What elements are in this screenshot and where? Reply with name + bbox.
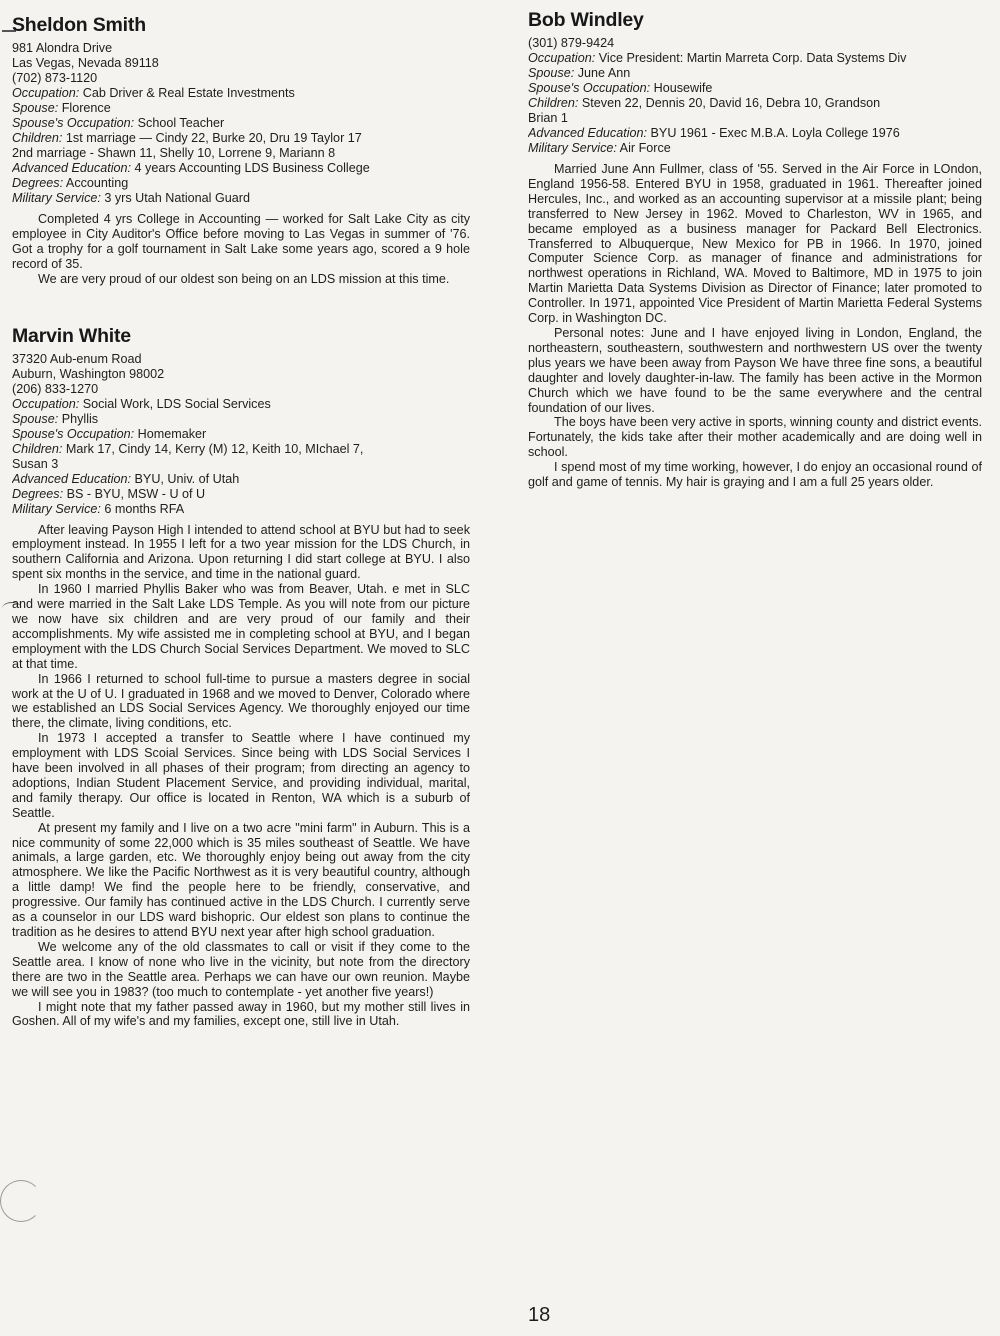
biography-paragraph: Married June Ann Fullmer, class of '55. Served in the Air Force in LOndon, England 1956-58. Entered BYU in 1958, graduated in 1961. Thereafter joined Hercules, Inc., and worked as an accounting supervisor at a missile plant; being transferred to New Jersey in 1962. Moved to Charleston, WV in 1965, and became employed as a business manager for Packard Bell Electronics. Transferred to Albuquerque, New Mexico for PB in 1966. In 1970, joined Computer Science Corp. as manager of finance and administrations for northwest operations in Richland, WA. Moved to Baltimore, MD in 1975 to join Martin Marietta Data Systems Division as Director of Finance; later promoted to Controller. In 1971, appointed Vice President of Martin Marietta Federal Systems Corp. in Washington DC. xyxy=(528,162,982,326)
profile-field xyxy=(12,86,470,101)
field-value: Mark 17, Cindy 14, Kerry (M) 12, Keith 10, MIchael 7, xyxy=(62,441,364,456)
contact-line: (702) 873-1120 xyxy=(12,71,98,85)
left-column xyxy=(12,14,470,1029)
profile-field xyxy=(528,111,982,126)
field-value: Social Work, LDS Social Services xyxy=(79,396,271,411)
field-value: Steven 22, Dennis 20, David 16, Debra 10, Grandson xyxy=(578,96,881,110)
profile-field xyxy=(528,141,982,156)
field-value: Florence xyxy=(58,101,111,115)
biography-paragraph: After leaving Payson High I intended to attend school at BYU but had to seek employment instead. In 1955 I left for a two year mission for the LDS Church, in southern California and Arizona. Upon returning I did start college at BYU. I also spent six months in the service, and time in the national guard. xyxy=(12,522,470,582)
profile-field xyxy=(12,412,470,427)
field-value: BYU, Univ. of Utah xyxy=(131,471,240,486)
biography-paragraph: I might note that my father passed away in 1960, but my mother still lives in Goshen. All of my wife's and my families, except one, still live in Utah. xyxy=(12,999,470,1029)
field-label: Children: xyxy=(12,441,63,456)
biography-paragraph: We welcome any of the old classmates to call or visit if they come to the Seattle area. I know of none who live in the vicinity, but note from the directory there are two in the Seattle area. Perhaps we can have our own reunion. Maybe we will see you in 1983? (too much to contemplate - yet another five years!) xyxy=(12,939,470,999)
field-label: Advanced Education: xyxy=(12,161,132,175)
field-label: Military Service: xyxy=(528,141,617,155)
field-value: Cab Driver & Real Estate Investments xyxy=(79,86,295,100)
field-label: Occupation: xyxy=(12,86,80,100)
biography-paragraph: In 1966 I returned to school full-time to pursue a masters degree in social work at the U of U. I graduated in 1968 and we moved to Denver, Colorado where we established an LDS Social Services Agency. We thoroughly enjoyed our time there, the climate, living conditions, etc. xyxy=(12,671,470,731)
field-value: June Ann xyxy=(574,66,631,80)
field-label: Occupation: xyxy=(528,51,596,65)
person-name: Sheldon Smith xyxy=(12,14,146,36)
profile-field xyxy=(12,116,470,131)
profile-field xyxy=(12,101,470,116)
field-value: Homemaker xyxy=(134,426,207,441)
profile-field xyxy=(12,131,470,146)
profile-field xyxy=(12,176,470,191)
field-label: Spouse: xyxy=(12,101,59,115)
field-label: Spouse's Occupation: xyxy=(12,426,135,441)
profile-field xyxy=(12,487,470,502)
field-label: Degrees: xyxy=(12,176,64,190)
field-value: 4 years Accounting LDS Business College xyxy=(131,161,370,175)
field-label: Spouse's Occupation: xyxy=(528,81,651,95)
field-value: 3 yrs Utah National Guard xyxy=(100,191,250,205)
profile-entry xyxy=(12,14,470,287)
field-value: Susan 3 xyxy=(12,456,59,471)
profile-field xyxy=(528,126,982,141)
field-value: Housewife xyxy=(650,81,713,95)
biography xyxy=(528,162,982,490)
biography xyxy=(12,212,470,287)
field-label: Spouse's Occupation: xyxy=(12,116,135,130)
field-label: Advanced Education: xyxy=(12,471,132,486)
field-label: Degrees: xyxy=(12,486,64,501)
profile-field xyxy=(12,427,470,442)
biography-paragraph: I spend most of my time working, however, I do enjoy an occasional round of golf and game of tennis. My hair is graying and I am a full 25 years older. xyxy=(528,460,982,490)
profile-field xyxy=(12,191,470,206)
page-number: 18 xyxy=(528,1304,551,1326)
profile-field xyxy=(12,146,470,161)
profile-field xyxy=(12,161,470,176)
right-column xyxy=(528,9,982,490)
contact-line: Las Vegas, Nevada 89118 xyxy=(12,56,159,70)
field-value: 1st marriage — Cindy 22, Burke 20, Dru 19 Taylor 17 xyxy=(62,131,362,145)
field-label: Children: xyxy=(528,96,579,110)
profile-entry xyxy=(12,325,470,1030)
field-value: Phyllis xyxy=(58,411,99,426)
contact-line: (206) 833-1270 xyxy=(12,381,99,396)
profile-entry xyxy=(528,9,982,490)
field-label: Spouse: xyxy=(12,411,59,426)
field-label: Spouse: xyxy=(528,66,575,80)
field-value: 6 months RFA xyxy=(100,501,185,516)
field-label: Military Service: xyxy=(12,501,101,516)
field-value: Vice President: Martin Marreta Corp. Data Systems Div xyxy=(595,51,907,65)
field-value: Air Force xyxy=(616,141,671,155)
field-value: BYU 1961 - Exec M.B.A. Loyla College 1976 xyxy=(647,126,900,140)
field-value: 2nd marriage - Shawn 11, Shelly 10, Lorrene 9, Mariann 8 xyxy=(12,146,336,160)
field-label: Occupation: xyxy=(12,396,80,411)
binder-hole-mark xyxy=(0,1180,42,1222)
profile-field xyxy=(12,397,470,412)
field-value: Brian 1 xyxy=(528,111,568,125)
field-label: Advanced Education: xyxy=(528,126,648,140)
biography-paragraph: At present my family and I live on a two acre "mini farm" in Auburn. This is a nice community of some 22,000 which is 35 miles southeast of Seattle. We have animals, a large garden, etc. We thoroughly enjoy being out away from the city atmosphere. We like the Pacific Northwest as it is very beautiful country, although a little damp! We find the people here to be friendly, conservative, and progressive. Our family has continued active in the LDS Church. I currently serve as a counselor in our LDS ward bishopric. Our eldest son plans to continue the tradition as he desires to attend BYU next year after high school graduation. xyxy=(12,820,470,939)
profile-field xyxy=(528,96,982,111)
profile-field xyxy=(528,66,982,81)
biography-paragraph: In 1960 I married Phyllis Baker who was from Beaver, Utah. e met in SLC and were married in the Salt Lake LDS Temple. As you will note from our picture we now have six children and are very proud of our family and their accomplishments. My wife assisted me in completing school at BYU, and I began employment with the LDS Church Social Services Department. We moved to SLC at that time. xyxy=(12,582,470,671)
field-value: School Teacher xyxy=(134,116,225,130)
field-label: Military Service: xyxy=(12,191,101,205)
profile-field xyxy=(528,51,982,66)
field-value: Accounting xyxy=(63,176,129,190)
biography xyxy=(12,523,470,1030)
profile-field xyxy=(528,81,982,96)
person-name: Marvin White xyxy=(12,324,131,347)
profile-field xyxy=(12,472,470,487)
contact-line: 981 Alondra Drive xyxy=(12,41,113,55)
person-name: Bob Windley xyxy=(528,9,644,31)
biography-paragraph: Personal notes: June and I have enjoyed living in London, England, the northeastern, southeastern, southwestern and northwestern US over the twenty plus years we have been away from Payson We have three fine sons, a beautiful daughter and lovely daughter-in-law. The family has been active in the Mormon Church which we have found to be the same everywhere and the central foundation of our lives. xyxy=(528,325,982,415)
profile-field xyxy=(12,457,470,472)
biography-paragraph: In 1973 I accepted a transfer to Seattle where I have continued my employment with LDS Scoial Services. Since being with LDS Social Services I have been involved in all phases of their program; from directing an agency to adoptions, Indian Student Placement Service, and providing individual, marital, and family therapy. Our office is located in Renton, WA which is a suburb of Seattle. xyxy=(12,731,470,820)
field-value: BS - BYU, MSW - U of U xyxy=(63,486,206,501)
profile-field xyxy=(12,502,470,517)
biography-paragraph: We are very proud of our oldest son being on an LDS mission at this time. xyxy=(38,271,450,286)
biography-paragraph: The boys have been very active in sports, winning county and district events. Fortunately, the kids take after their mother academically and are doing well in school. xyxy=(528,415,982,460)
profile-field xyxy=(12,442,470,457)
biography-paragraph: Completed 4 yrs College in Accounting — worked for Salt Lake City as city employee in City Auditor's Office before moving to Las Vegas in summer of '76. Got a trophy for a golf tournament in Salt Lake some years ago, scored a 9 hole record of 35. xyxy=(12,212,470,271)
contact-line: 37320 Aub-enum Road xyxy=(12,351,142,366)
contact-line: Auburn, Washington 98002 xyxy=(12,366,165,381)
contact-line: (301) 879-9424 xyxy=(528,36,615,50)
field-label: Children: xyxy=(12,131,63,145)
